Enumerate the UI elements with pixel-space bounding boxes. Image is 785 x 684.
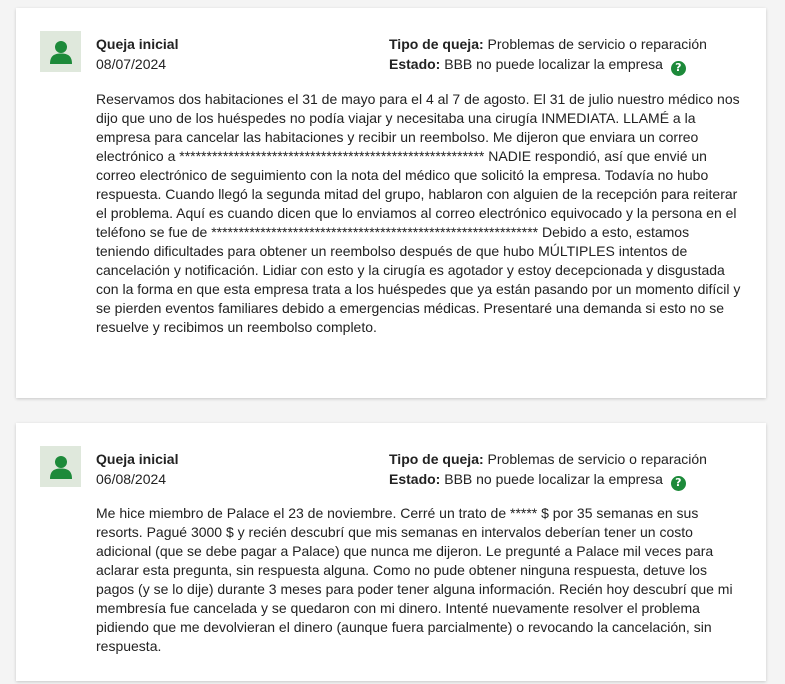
complaint-type-label: Tipo de queja:: [389, 36, 484, 52]
complaint-type: [389, 449, 707, 469]
complaint-header: [96, 449, 178, 489]
complaint-type-label: Tipo de queja:: [389, 451, 484, 467]
complaint-status-label: Estado:: [389, 471, 441, 487]
complaint-status-value: BBB no puede localizar la empresa: [444, 56, 663, 72]
complaint-type-value: Problemas de servicio o reparación: [487, 36, 707, 52]
complaint-type-value: Problemas de servicio o reparación: [487, 451, 707, 467]
complaint-date: 06/08/2024: [96, 471, 167, 487]
complaint-date: 08/07/2024: [96, 56, 167, 72]
complaint-type: [389, 34, 707, 54]
complaint-title: Queja inicial: [96, 36, 179, 52]
complaint-meta: [389, 449, 707, 491]
complaint-title: Queja inicial: [96, 451, 179, 467]
complaint-body: Me hice miembro de Palace el 23 de noviembre. Cerré un trato de ***** $ por 35 semanas en sus resorts. Pagué 3000 $ y recién descubrí que mis semanas en intervalos deberían tener un costo adicional (que se debe pagar a Palace) que nunca me dijeron. Le pregunté a Palace mil veces para aclarar esta pregunta, sin respuesta alguna. Como no pude obtener ninguna respuesta, detuve los pagos (y se lo dije) durante 3 meses para poder tener alguna información. Recién hoy descubrí que mi membresía fue cancelada y se quedaron con mi dinero. Intenté nuevamente resolver el problema pidiendo que me devolvieran el dinero (aunque fuera parcialmente) o revocando la cancelación, sin respuesta.: [96, 505, 733, 654]
avatar: [40, 446, 81, 487]
complaint-status: [389, 54, 707, 76]
avatar: [40, 31, 81, 72]
question-circle-icon[interactable]: ?: [671, 476, 686, 491]
complaint-body: Reservamos dos habitaciones el 31 de mayo para el 4 al 7 de agosto. El 31 de julio nuestro médico nos dijo que uno de los huéspedes no podía viajar y necesitaba una cirugía INMEDIATA. LLAMÉ a la empresa para cancelar las habitaciones y recibir un reembolso. Me dijeron que enviara un correo electrónico a ******************************************************** NADIE respondió, así que envié un correo electrónico de seguimiento con la nota del médico que solicitó la empresa. Todavía no hubo respuesta. Cuando llegó la segunda mitad del grupo, hablaron con alguien de la recepción para reiterar el problema. Aquí es cuando dicen que lo enviamos al correo electrónico equivocado y la persona en el teléfono se fue de ************************************************************ Debido a esto, estamos teniendo dificultades para obtener un reembolso después de que hubo MÚLTIPLES intentos de cancelación y notificación. Lidiar con esto y la cirugía es agotador y estoy decepcionada y disgustada con la forma en que esta empresa trata a los huéspedes que ya están pasando por un momento difícil y se pierden eventos familiares debido a emergencias médicas. Presentaré una demanda si esto no se resuelve y recibimos un reembolso completo.: [96, 91, 741, 335]
user-icon: [50, 40, 72, 64]
question-circle-icon[interactable]: ?: [671, 61, 686, 76]
complaint-status: [389, 469, 707, 491]
complaint-status-value: BBB no puede localizar la empresa: [444, 471, 663, 487]
user-icon: [50, 455, 72, 479]
complaint-header: [96, 34, 178, 74]
complaint-meta: [389, 34, 707, 76]
complaint-card: [16, 8, 766, 398]
complaint-card: [16, 423, 766, 681]
complaint-status-label: Estado:: [389, 56, 441, 72]
